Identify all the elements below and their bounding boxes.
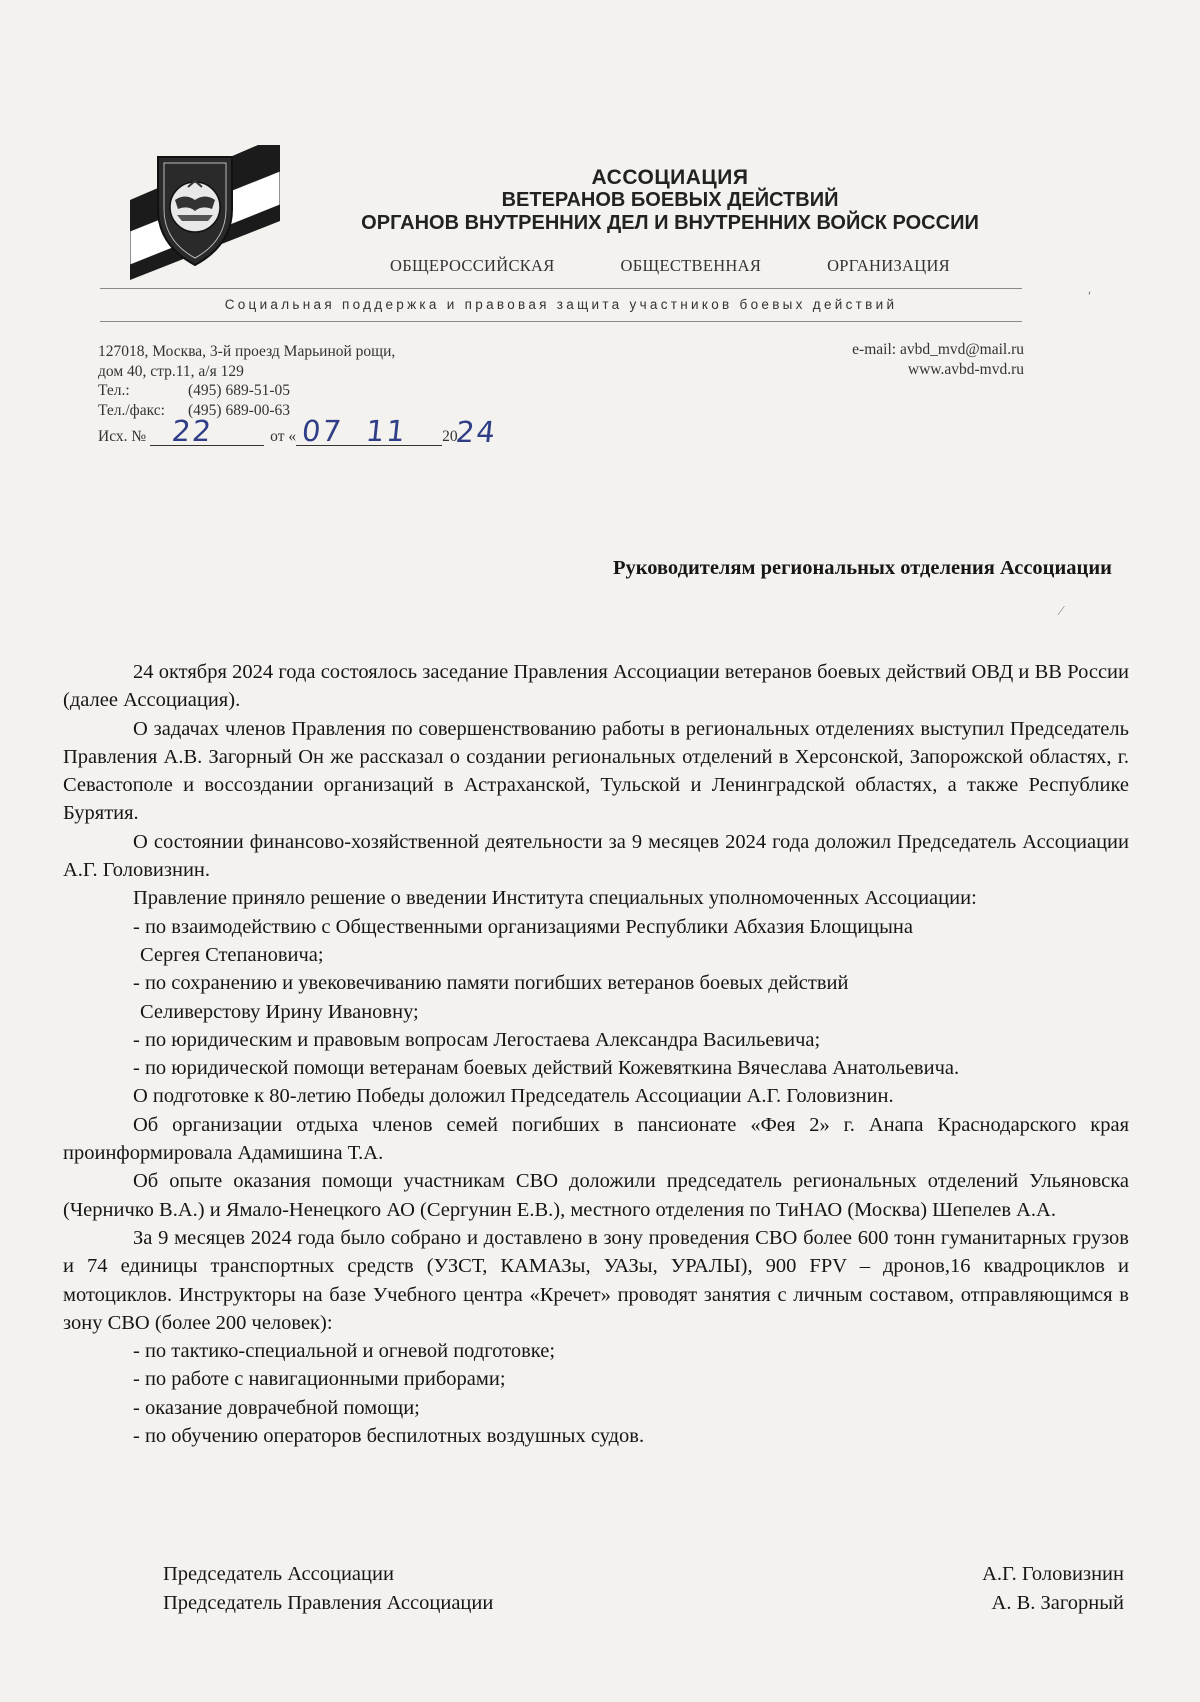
scan-mark: ʹ: [1088, 290, 1092, 305]
paragraph: За 9 месяцев 2024 года было собрано и доставлено в зону проведения СВО более 600 тонн гуманитарных грузов и 74 единицы транспортных средств (УЗСТ, КАМАЗы, УАЗы, УРАЛЫ), 900 FPV – дронов,16 квадроциклов и мотоциклов. Инструкторы на базе Учебного центра «Кречет» проводят занятия с личным составом, отправляющимся в зону СВО (более 200 человек):: [63, 1226, 1129, 1334]
org-name-line1: АССОЦИАЦИЯ: [591, 166, 749, 189]
outgoing-number: 22: [170, 414, 215, 448]
outgoing-number-label: Исх. №: [98, 428, 147, 445]
date-year-prefix: 20: [442, 428, 458, 445]
org-type-word-3: ОРГАНИЗАЦИЯ: [827, 256, 950, 275]
signature-names: [982, 1560, 1124, 1618]
outgoing-reference: [98, 414, 499, 449]
list-item-continuation: Селиверстову Ирину Ивановну;: [140, 1000, 419, 1023]
paragraph: Правление приняло решение о введении Института специальных уполномоченных Ассоциации:: [133, 887, 977, 910]
list-item: - по юридическим и правовым вопросам Легостаева Александра Васильевича;: [133, 1028, 821, 1051]
organization-name: [290, 166, 1050, 235]
signature-title-1: Председатель Ассоциации: [163, 1563, 394, 1585]
signature-name-1: А.Г. Головизнин: [982, 1563, 1124, 1585]
address-line-1: 127018, Москва, 3-й проезд Марьиной рощи,: [98, 343, 396, 360]
list-item: - по работе с навигационными приборами;: [133, 1368, 506, 1391]
signature-titles: [163, 1560, 493, 1618]
organization-type: [390, 256, 950, 276]
org-name-line2: ВЕТЕРАНОВ БОЕВЫХ ДЕЙСТВИЙ: [501, 189, 839, 211]
association-logo: [130, 145, 280, 280]
paragraph: Об организации отдыха членов семей погибших в пансионате «Фея 2» г. Анапа Краснодарского края проинформировала Адамишина Т.А.: [63, 1113, 1129, 1165]
phone-number: (495) 689-51-05: [188, 382, 291, 399]
website: www.avbd-mvd.ru: [907, 360, 1024, 378]
list-item: - по тактико-специальной и огневой подготовке;: [133, 1340, 556, 1363]
paragraph: Об опыте оказания помощи участникам СВО доложили председатель региональных отделений Ульяновска (Черничко В.А.) и Ямало-Ненецкого АО (Сергунин Е.В.), местного отделения по ТиНАО (Москва) Шепелев А.А.: [63, 1170, 1129, 1221]
letterhead-rule-bottom: [100, 321, 1022, 322]
org-name-line3: ОРГАНОВ ВНУТРЕННИХ ДЕЛ И ВНУТРЕННИХ ВОЙСК РОССИИ: [361, 212, 979, 234]
list-item-continuation: Сергея Степановича;: [140, 943, 324, 966]
paragraph: 24 октября 2024 года состоялось заседание Правления Ассоциации ветеранов боевых действий ОВД и ВВ России (далее Ассоциация).: [63, 661, 1129, 712]
tagline: Социальная поддержка и правовая защита участников боевых действий: [224, 297, 898, 312]
date-day: 07: [300, 414, 345, 448]
date-day-field: [296, 414, 346, 448]
list-item: - оказание доврачебной помощи;: [133, 1396, 420, 1419]
paragraph: О подготовке к 80-летию Победы доложил Председатель Ассоциации А.Г. Головизнин.: [133, 1085, 894, 1108]
paragraph: О состоянии финансово-хозяйственной деятельности за 9 месяцев 2024 года доложил Председатель Ассоциации А.Г. Головизнин.: [63, 830, 1129, 882]
letter-body: [63, 658, 1129, 1450]
outgoing-number-field: [150, 414, 264, 448]
contacts: [852, 340, 1024, 379]
paragraph: О задачах членов Правления по совершенствованию работы в региональных отделениях выступил Председатель Правления А.В. Загорный Он же рассказал о создании региональных отделений в Херсонской, Запорожской областях, г. Севастополе и воссоздании организаций в Астраханской, Тульской и Ленинградской областях, а также Республике Бурятия.: [63, 717, 1129, 825]
org-type-word-1: ОБЩЕРОССИЙСКАЯ: [390, 256, 555, 275]
signature-name-2: А. В. Загорный: [991, 1592, 1124, 1614]
org-type-word-2: ОБЩЕСТВЕННАЯ: [620, 256, 762, 275]
list-item: - по обучению операторов беспилотных воздушных судов.: [133, 1425, 645, 1448]
postal-address: [98, 342, 395, 420]
email: e-mail: avbd_mvd@mail.ru: [852, 341, 1024, 358]
date-month-field: [346, 414, 442, 448]
date-year: 24: [453, 415, 499, 449]
list-item: - по юридической помощи ветеранам боевых действий Кожевяткина Вячеслава Анатольевича.: [133, 1057, 960, 1080]
address-line-2: дом 40, стр.11, а/я 129: [98, 362, 244, 380]
scan-mark: ⁄: [1060, 604, 1063, 619]
date-year-field: [453, 415, 499, 449]
fax-number: (495) 689-00-63: [188, 401, 291, 419]
date-from-label: от «: [270, 428, 297, 445]
list-item: - по сохранению и увековечиванию памяти погибших ветеранов боевых действий: [133, 972, 849, 995]
fax-label: Тел./факс:: [98, 401, 165, 419]
phone-label: Тел.:: [98, 382, 130, 399]
addressee: Руководителям региональных отделения Ассоциации: [612, 557, 1112, 579]
signature-title-2: Председатель Правления Ассоциации: [163, 1592, 494, 1614]
phone-row: [98, 381, 395, 401]
list-item: - по взаимодействию с Общественными организациями Республики Абхазия Блощицына: [133, 915, 913, 938]
date-month: 11: [364, 414, 409, 448]
letterhead-rule-top: [100, 288, 1022, 289]
fax-row: [98, 401, 395, 421]
